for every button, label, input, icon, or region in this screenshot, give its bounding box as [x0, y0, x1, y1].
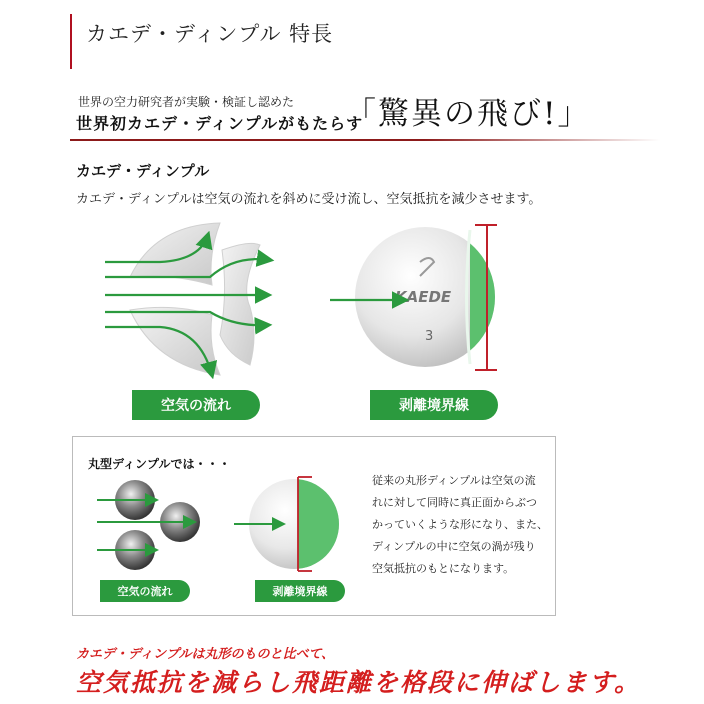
catch-divider	[70, 139, 660, 141]
explanation-line: ディンプルの中に空気の渦が残り	[372, 540, 536, 553]
ball-number-text: 3	[425, 329, 434, 344]
round-separation-line-label-badge: 剥離境界線	[255, 580, 345, 602]
round-dimple-explanation	[372, 470, 548, 580]
section-description: カエデ・ディンプルは空気の流れを斜めに受け流し、空気抵抗を減少させます。	[76, 192, 542, 207]
explanation-line: 従来の丸形ディンプルは空気の流	[372, 474, 536, 487]
airflow-label-badge: 空気の流れ	[132, 390, 260, 420]
ball-brand-text: KAEDE	[395, 288, 452, 306]
kaede-dimple-airflow-diagram	[100, 215, 300, 390]
kaede-ball-diagram	[325, 222, 510, 372]
conclusion-headline: 空気抵抗を減らし飛距離を格段に伸ばします。	[76, 668, 642, 697]
explanation-line: 空気抵抗のもとになります。	[372, 562, 515, 575]
conclusion-subline: カエデ・ディンプルは丸形のものと比べて、	[76, 647, 335, 662]
catch-line-1: 世界の空力研究者が実験・検証し認めた	[78, 95, 295, 109]
header-accent-bar	[70, 14, 72, 69]
round-dimple-ball-diagram	[232, 474, 347, 574]
section-heading: カエデ・ディンプル	[76, 162, 210, 180]
catch-line-2: 世界初カエデ・ディンプルがもたらす	[76, 114, 364, 133]
round-dimple-airflow-diagram	[95, 475, 210, 575]
round-dimple-heading: 丸型ディンプルでは・・・	[88, 457, 231, 471]
explanation-line: れに対して同時に真正面からぶつ	[372, 496, 537, 509]
explanation-line: かっていくような形になり、また、	[372, 518, 548, 531]
round-airflow-label-badge: 空気の流れ	[100, 580, 190, 602]
catch-headline: 「驚異の飛び!」	[345, 96, 591, 132]
page-title: カエデ・ディンプル 特長	[86, 22, 334, 46]
separation-line-label-badge: 剥離境界線	[370, 390, 498, 420]
